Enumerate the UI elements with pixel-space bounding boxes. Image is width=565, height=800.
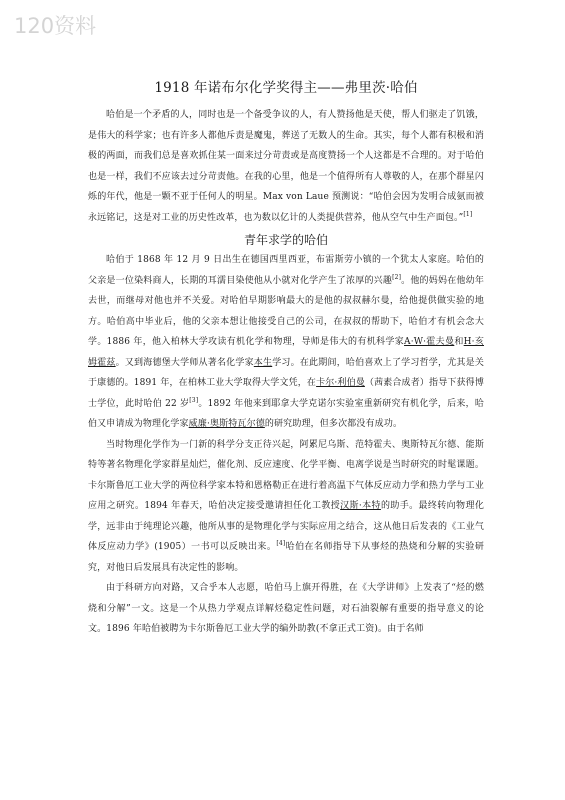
link-helmholtz[interactable]: H·亥姆霍兹 xyxy=(88,337,484,368)
page-title: 1918 年诺布尔化学奖得主——弗里茨·哈伯 xyxy=(154,80,418,96)
citation-4: [4] xyxy=(276,540,286,547)
section-heading: 青年求学的哈伯 xyxy=(243,233,328,247)
citation-1: [1] xyxy=(463,210,473,218)
watermark: 120资料 xyxy=(14,14,97,38)
link-liebermann[interactable]: 卡尔·利伯曼 xyxy=(316,378,365,388)
link-bunsen[interactable]: 本生 xyxy=(253,357,273,368)
link-bunte[interactable]: 汉斯·本特 xyxy=(340,501,381,511)
paragraph-2: 当时物理化学作为一门新的科学分支正待兴起，阿累尼乌斯、范特霍夫、奥斯特瓦尔德、能斯特等著名物理化学家群星灿烂，催化剂、反应速度、化学平衡、电离学说是当时研究的时髦课题。卡尔斯鲁厄工业大学的两位科学家本特和恩格勒正在进行着高温下气体反应动力学和热力学与工业应用之研究。1894 年春天，哈伯决定接受邀请担任化工教授汉斯·本特的助手。最终转向物理化学，远非由于纯理论兴趣，他所从事的是物理化学与实际应用之结合，这从他日后发表的《工业气体反应动力学》(1905）一书可以反映出来。[4]哈伯在名师指导下从事烃的热烧和分解的实验研究，对他日后发展具有决定性的影响。 xyxy=(88,439,485,573)
paragraph-1: 哈伯于 1868 年 12 月 9 日出生在德国西里西亚，布雷斯劳小镇的一个犹太人家庭。哈伯的父亲是一位染料商人，长期的耳濡目染使他从小就对化学产生了浓厚的兴趣[2]。他的妈妈在他幼年去世，而继母对他也并不关爱。对哈伯早期影响最大的是他的叔叔赫尔曼，给他提供做实验的地方。哈伯高中毕业后，他的父亲本想让他接受自己的公司，在叔叔的帮助下，哈伯才有机会念大学。1886 年，他入柏林大学攻读有机化学和物理，导师是伟大的有机科学家A·W·霍夫曼和H·亥姆霍兹。又到海德堡大学师从著名化学家本生学习。在此期间，哈伯喜欢上了学习哲学，尤其是关于康德的。1891 年，在柏林工业大学取得大学文凭，在卡尔·利伯曼（茜素合成者）指导下获得博士学位，此时哈伯 22 岁[3]。1892 年他来到耶拿大学克诺尔实验室重新研究有机化学，后来，哈伯又申请成为物理化学家威廉·奥斯特瓦尔德的研究助理，但多次都没有成功。 xyxy=(88,255,484,429)
document-body xyxy=(88,76,484,640)
paragraph-3: 由于科研方向对路，又合乎本人志愿，哈伯马上旗开得胜，在《大学讲师》上发表了“烃的燃烧和分解”一文。这是一个从热力学观点详解烃稳定性问题，对石油裂解有重要的指导意义的论文。1896 年哈伯被聘为卡尔斯鲁厄工业大学的编外助教(不拿正式工资)。由于名师 xyxy=(88,583,484,634)
citation-3: [3] xyxy=(189,396,199,404)
citation-2: [2] xyxy=(392,273,402,281)
intro-paragraph: 哈伯是一个矛盾的人，同时也是一个备受争议的人，有人赞扬他是天使，帮人们驱走了饥饿，是伟大的科学家；也有许多人都他斥责是魔鬼，葬送了无数人的生命。其实，每个人都有积极和消极的两面，而我们总是喜欢抓住某一面来过分苛责或是高度赞扬一个人这都是不合理的。对于哈伯也是一样，我们不应该去过分苛责他。在我的心里，他是一个值得所有人尊敬的人，在那个群星闪烁的年代，他是一颗不亚于任何人的明星。Max von Laue 预测说：“哈伯会因为发明合成氨而被永远铭记，这是对工业的历史性改革，也为数以亿计的人类提供营养，他从空气中生产面包。”[1] xyxy=(88,110,484,223)
link-hofmann[interactable]: A·W·霍夫曼 xyxy=(404,337,455,347)
link-ostwald[interactable]: 威廉·奥斯特瓦尔德 xyxy=(188,419,265,429)
